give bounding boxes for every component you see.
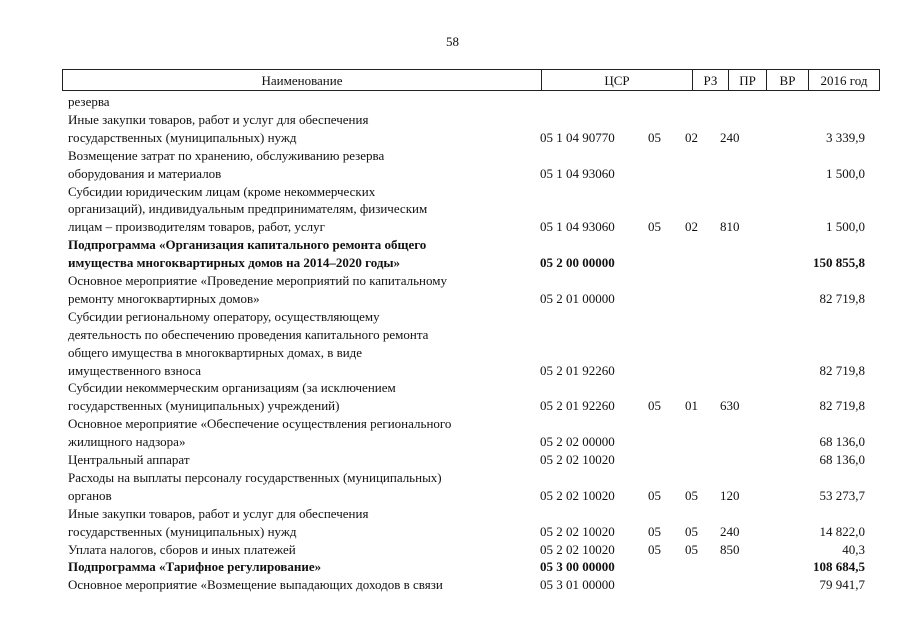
row-amount: 82 719,8 [819,362,865,378]
row-amount: 108 684,5 [813,559,865,575]
header-vr: ВР [766,70,808,90]
row-name-line: имущественного взноса [68,362,201,378]
row-rz: 05 [648,398,661,414]
row-amount: 79 941,7 [819,577,865,593]
row-rz: 05 [648,541,661,557]
row-name-line: Возмещение затрат по хранению, обслуживанию резерва [68,147,385,163]
row-amount: 68 136,0 [819,434,865,450]
row-rz: 05 [648,129,661,145]
row-pr: 01 [685,398,698,414]
row-pr: 02 [685,219,698,235]
row-csr: 05 2 00 00000 [540,255,615,271]
row-pr: 02 [685,129,698,145]
row-amount: 150 855,8 [813,255,865,271]
row-name-line: Субсидии региональному оператору, осуществляющему [68,308,380,324]
row-csr: 05 2 02 10020 [540,487,615,503]
row-name-line: ремонту многоквартирных домов» [68,290,260,306]
row-name-line: общего имущества в многоквартирных домах, в виде [68,344,363,360]
row-vr: 810 [720,219,740,235]
row-vr: 120 [720,487,740,503]
row-name-line: резерва [68,94,110,109]
row-csr: 05 1 04 93060 [540,219,615,235]
row-csr: 05 2 01 00000 [540,290,615,306]
row-csr: 05 2 02 10020 [540,452,615,467]
row-amount: 1 500,0 [826,165,865,181]
row-name-line: Субсидии юридическим лицам (кроме некоммерческих [68,183,376,199]
row-vr: 630 [720,398,740,414]
row-amount: 82 719,8 [819,290,865,306]
row-csr: 05 1 04 93060 [540,165,615,181]
row-name-line: Подпрограмма «Организация капитального ремонта общего [68,237,427,253]
row-amount: 40,3 [842,541,865,557]
row-amount: 3 339,9 [826,129,865,145]
row-csr: 05 1 04 90770 [540,129,615,145]
row-csr: 05 2 01 92260 [540,398,615,414]
row-csr: 05 2 02 10020 [540,541,615,557]
row-csr: 05 2 01 92260 [540,362,615,378]
row-amount: 1 500,0 [826,219,865,235]
row-csr: 05 2 02 00000 [540,434,615,450]
row-name-line: Основное мероприятие «Проведение мероприятий по капитальному [68,273,447,288]
table-header [62,69,880,91]
row-name-line: Подпрограмма «Тарифное регулирование» [68,559,322,575]
row-name-line: Центральный аппарат [68,452,190,467]
row-name-line: Иные закупки товаров, работ и услуг для обеспечения [68,111,369,127]
row-pr: 05 [685,523,698,539]
row-name-line: лицам – производителям товаров, работ, услуг [68,219,325,235]
header-csr: ЦСР [541,70,692,90]
row-name-line: деятельность по обеспечению проведения капитального ремонта [68,326,429,342]
header-name: Наименование [261,73,343,88]
row-name-line: государственных (муниципальных) учреждений) [68,398,340,414]
page-number: 58 [446,34,459,49]
row-amount: 68 136,0 [819,452,865,467]
row-amount: 53 273,7 [819,487,865,503]
row-amount: 14 822,0 [819,523,865,539]
header-rz: РЗ [692,70,728,90]
row-rz: 05 [648,219,661,235]
row-vr: 240 [720,523,740,539]
row-name-line: государственных (муниципальных) нужд [68,129,297,145]
row-name-line: имущества многоквартирных домов на 2014–2020 годы» [68,255,401,271]
row-csr: 05 3 00 00000 [540,559,615,575]
row-csr: 05 3 01 00000 [540,577,615,593]
row-name-line: Субсидии некоммерческим организациям (за исключением [68,380,396,396]
row-rz: 05 [648,523,661,539]
row-name-line: Основное мероприятие «Возмещение выпадающих доходов в связи [68,577,443,593]
row-vr: 850 [720,541,740,557]
row-vr: 240 [720,129,740,145]
row-name-line: Основное мероприятие «Обеспечение осуществления регионального [68,416,452,432]
row-pr: 05 [685,541,698,557]
row-name-line: оборудования и материалов [68,165,222,181]
row-name-line: организаций), индивидуальным предпринимателям, физическим [68,201,428,217]
row-name-line: органов [68,487,112,503]
row-name-line: Иные закупки товаров, работ и услуг для обеспечения [68,505,369,521]
row-csr: 05 2 02 10020 [540,523,615,539]
row-name-line: Уплата налогов, сборов и иных платежей [68,541,296,557]
row-name-line: государственных (муниципальных) нужд [68,523,297,539]
row-name-line: жилищного надзора» [68,434,186,450]
row-rz: 05 [648,487,661,503]
row-name-line: Расходы на выплаты персоналу государственных (муниципальных) [68,469,442,485]
row-amount: 82 719,8 [819,398,865,414]
header-pr: ПР [728,70,766,90]
header-year: 2016 год [808,70,879,90]
row-pr: 05 [685,487,698,503]
